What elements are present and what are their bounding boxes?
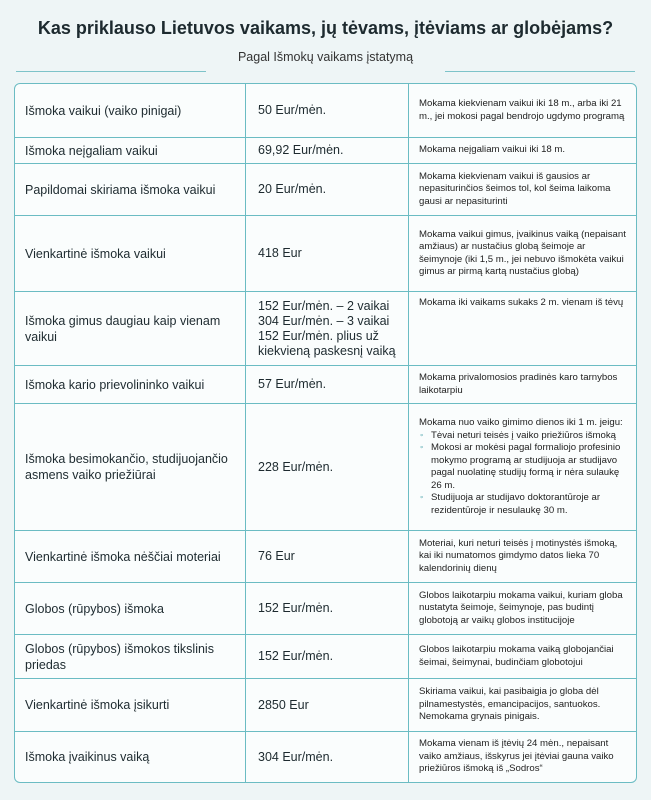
benefit-name: Išmoka įvaikinus vaiką [15, 732, 246, 782]
benefit-name: Išmoka vaikui (vaiko pinigai) [15, 84, 246, 137]
benefit-amount: 418 Eur [246, 216, 409, 291]
table-row [15, 84, 636, 137]
benefit-description: Mokama privalomosios pradinės karo tarnybos laikotarpiu [419, 372, 618, 396]
table-row [15, 163, 636, 215]
table-row [15, 582, 636, 634]
benefit-description [409, 404, 636, 530]
table-row [15, 731, 636, 782]
divider-right [445, 71, 635, 72]
benefit-description: Mokama kiekvienam vaikui iš gausios ar nepasiturinčios šeimos tol, kol šeima laikoma gausi ar nepasiturinti [419, 170, 611, 207]
benefit-description: Globos laikotarpiu mokama vaiką globojančiai šeimai, šeimynai, budinčiam globotojui [419, 644, 614, 668]
benefit-amount: 57 Eur/mėn. [246, 366, 409, 403]
benefit-description: Globos laikotarpiu mokama vaikui, kuriam globa nustatyta šeimoje, šeimynoje, pas budintį globotoją ar vaikų globos institucijoje [419, 589, 623, 626]
benefit-name: Globos (rūpybos) išmoka [15, 583, 246, 634]
benefit-amount: 20 Eur/mėn. [246, 164, 409, 215]
benefit-name: Išmoka besimokančio, studijuojančio asmens vaiko priežiūrai [15, 404, 246, 530]
condition-item: ◦ Mokosi ar mokėsi pagal formaliojo profesinio mokymo programą ar studijuoja ar studijavo pagal nuolatinę studijų formą ir nėra sulaukę 26 m. [431, 442, 626, 492]
condition-item: ◦ Studijuoja ar studijavo doktorantūroje ar rezidentūroje ir nesulaukę 30 m. [431, 492, 626, 517]
description-intro: Mokama nuo vaiko gimimo dienos iki 1 m. jeigu: [419, 417, 623, 428]
benefit-description: Mokama iki vaikams sukaks 2 m. vienam iš tėvų [419, 297, 624, 308]
benefit-name: Papildomai skiriama išmoka vaikui [15, 164, 246, 215]
condition-item: ◦ Tėvai neturi teisės į vaiko priežiūros išmoką [431, 430, 626, 443]
benefit-description: Mokama kiekvienam vaikui iki 18 m., arba iki 21 m., jei mokosi pagal bendrojo ugdymo programą [419, 98, 625, 122]
benefit-amount: 152 Eur/mėn. [246, 583, 409, 634]
benefit-description: Moteriai, kuri neturi teisės į motinystės išmoką, kai iki numatomos gimdymo datos lieka 70 kalendorinių dienų [419, 537, 618, 574]
amount-line: 152 Eur/mėn. plius už kiekvieną paskesnį vaiką [258, 328, 396, 358]
benefit-description: Mokama vaikui gimus, įvaikinus vaiką (nepaisant amžiaus) ar nustačius globą šeimoje ar šeimynoje (iki 1,5 m., jei nebuvo išmokėta vaikui gimus ar pirmą kartą nustačius globą) [419, 228, 626, 277]
benefit-name: Išmoka neįgaliam vaikui [15, 138, 246, 163]
divider-left [16, 71, 206, 72]
condition-list [419, 430, 626, 518]
benefit-amount: 50 Eur/mėn. [246, 84, 409, 137]
table-row [15, 530, 636, 582]
benefit-name: Vienkartinė išmoka įsikurti [15, 679, 246, 731]
page-title: Kas priklauso Lietuvos vaikams, jų tėvams, įtėviams ar globėjams? [37, 18, 614, 38]
amount-line: 152 Eur/mėn. – 2 vaikai [258, 298, 390, 313]
benefit-amount: 228 Eur/mėn. [246, 404, 409, 530]
table-row [15, 365, 636, 403]
benefit-amount [246, 292, 409, 365]
benefit-name: Išmoka gimus daugiau kaip vienam vaikui [15, 292, 246, 365]
benefit-name: Globos (rūpybos) išmokos tikslinis priedas [15, 635, 246, 678]
benefit-amount: 76 Eur [246, 531, 409, 582]
benefit-description: Skiriama vaikui, kai pasibaigia jo globa dėl pilnamestystės, emancipacijos, santuokos. Nemokama grynais pinigais. [419, 686, 601, 723]
table-row [15, 215, 636, 291]
table-row [15, 403, 636, 530]
benefit-amount: 304 Eur/mėn. [246, 732, 409, 782]
table-row [15, 678, 636, 731]
table-row [15, 291, 636, 365]
benefit-name: Vienkartinė išmoka vaikui [15, 216, 246, 291]
benefit-name: Vienkartinė išmoka nėščiai moteriai [15, 531, 246, 582]
benefit-description: Mokama neįgaliam vaikui iki 18 m. [419, 144, 566, 156]
page-subtitle: Pagal Išmokų vaikams įstatymą [237, 50, 414, 64]
benefit-amount: 2850 Eur [246, 679, 409, 731]
benefits-table [14, 83, 637, 783]
benefit-amount: 69,92 Eur/mėn. [246, 138, 409, 163]
amount-line: 304 Eur/mėn. – 3 vaikai [258, 313, 390, 328]
benefit-name: Išmoka kario prievolininko vaikui [15, 366, 246, 403]
benefit-description: Mokama vienam iš įtėvių 24 mėn., nepaisant vaiko amžiaus, išskyrus jei įtėviai gauna vaiko priežiūros išmoką iš „Sodros“ [419, 738, 614, 775]
table-row [15, 137, 636, 163]
table-row [15, 634, 636, 678]
benefit-amount: 152 Eur/mėn. [246, 635, 409, 678]
